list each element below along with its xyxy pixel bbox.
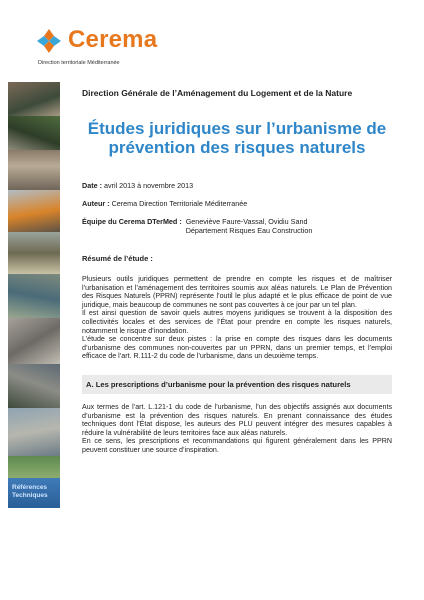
cerema-logo-icon: [36, 28, 62, 54]
label-line-1: Références: [12, 484, 48, 491]
title-line-1: Études juridiques sur l’urbanisme de: [87, 119, 387, 138]
logo-wordmark: Cerema: [68, 26, 158, 53]
author-value: Cerema Direction Territoriale Méditerranée: [111, 199, 248, 208]
label-line-2: Techniques: [12, 492, 48, 499]
date-label: Date :: [82, 181, 102, 190]
section-a-paragraph-1: Aux termes de l’art. L.121-1 du code de l’urbanisme, l’un des objectifs assignés aux documents d’urbanisme est la prévention des risques naturels. En prenant connaissance des études techniques dont l’État dispose, les auteurs des PLU peuvent intégrer des mesures capables à réduire la vulnérabilité de leurs territoires face aux aléas naturels.: [82, 402, 392, 437]
team-names: [186, 217, 313, 235]
summary-paragraph-2: Il est ainsi question de savoir quels autres moyens juridiques se trouvent à la disposition des collectivités locales et des services de l’État pour prendre en compte les risques naturels, notamment le risque d’inondation.: [82, 309, 392, 335]
summary-text: [82, 275, 392, 361]
document-meta: [82, 181, 392, 235]
river-photo: [8, 274, 60, 318]
summary-label: Résumé de l’étude :: [82, 254, 153, 263]
sidebar-photo-strip: [8, 82, 60, 502]
ministry-header: Direction Générale de l’Aménagement du Logement et de la Nature: [82, 88, 353, 98]
section-a-text: [82, 403, 392, 455]
construction-photo: [8, 190, 60, 232]
forest-photo: [8, 116, 60, 150]
flood-road-photo: [8, 232, 60, 274]
team-line-2: Département Risques Eau Construction: [185, 226, 313, 235]
cliff-photo: [8, 364, 60, 408]
aerial-town-photo: [8, 408, 60, 456]
aerial-city-photo: [8, 318, 60, 364]
document-title: [82, 119, 392, 157]
section-a-paragraph-2: En ce sens, les prescriptions et recommandations qui figurent généralement dans les PPRN peuvent constituer une source d’inspiration.: [82, 437, 392, 454]
summary-paragraph-3: L’étude se concentre sur deux pistes : la prise en compte des risques dans les documents d’urbanisme des communes non-couvertes par un PPRN, dans un premier temps, et l’emploi efficace de l’art. R.111-2 du code de l’urbanisme, dans un deuxième temps.: [82, 335, 392, 361]
team-label: Équipe du Cerema DTerMed :: [82, 217, 182, 226]
landslide-photo: [8, 82, 60, 116]
summary-paragraph-1: Plusieurs outils juridiques permettent de prendre en compte les risques et de maîtriser l’urbanisation et l’aménagement des territoires soumis aux aléas naturels. Le Plan de Prévention des Risques Naturels (PPRN) représente l’outil le plus adapté et le plus efficace de point de vue juridique, mais beaucoup de communes ne sont pas couvertes à ce jour par un tel plan.: [82, 275, 392, 309]
document-body: [82, 88, 392, 455]
logo-subtitle: Direction territoriale Méditerranée: [38, 60, 120, 66]
section-a-heading: A. Les prescriptions d’urbanisme pour la prévention des risques naturels: [82, 375, 392, 394]
title-line-2: prévention des risques naturels: [108, 138, 366, 157]
date-value: avril 2013 à novembre 2013: [103, 181, 194, 190]
author-label: Auteur :: [82, 199, 110, 208]
cerema-logo: [36, 22, 176, 72]
team-line-1: Geneviève Faure-Vassal, Ovidiu Sand: [185, 217, 308, 226]
date-row: [82, 181, 392, 190]
flooded-street-photo: [8, 150, 60, 190]
author-row: [82, 199, 392, 208]
team-row: [82, 217, 392, 235]
references-techniques-label: [8, 478, 60, 508]
